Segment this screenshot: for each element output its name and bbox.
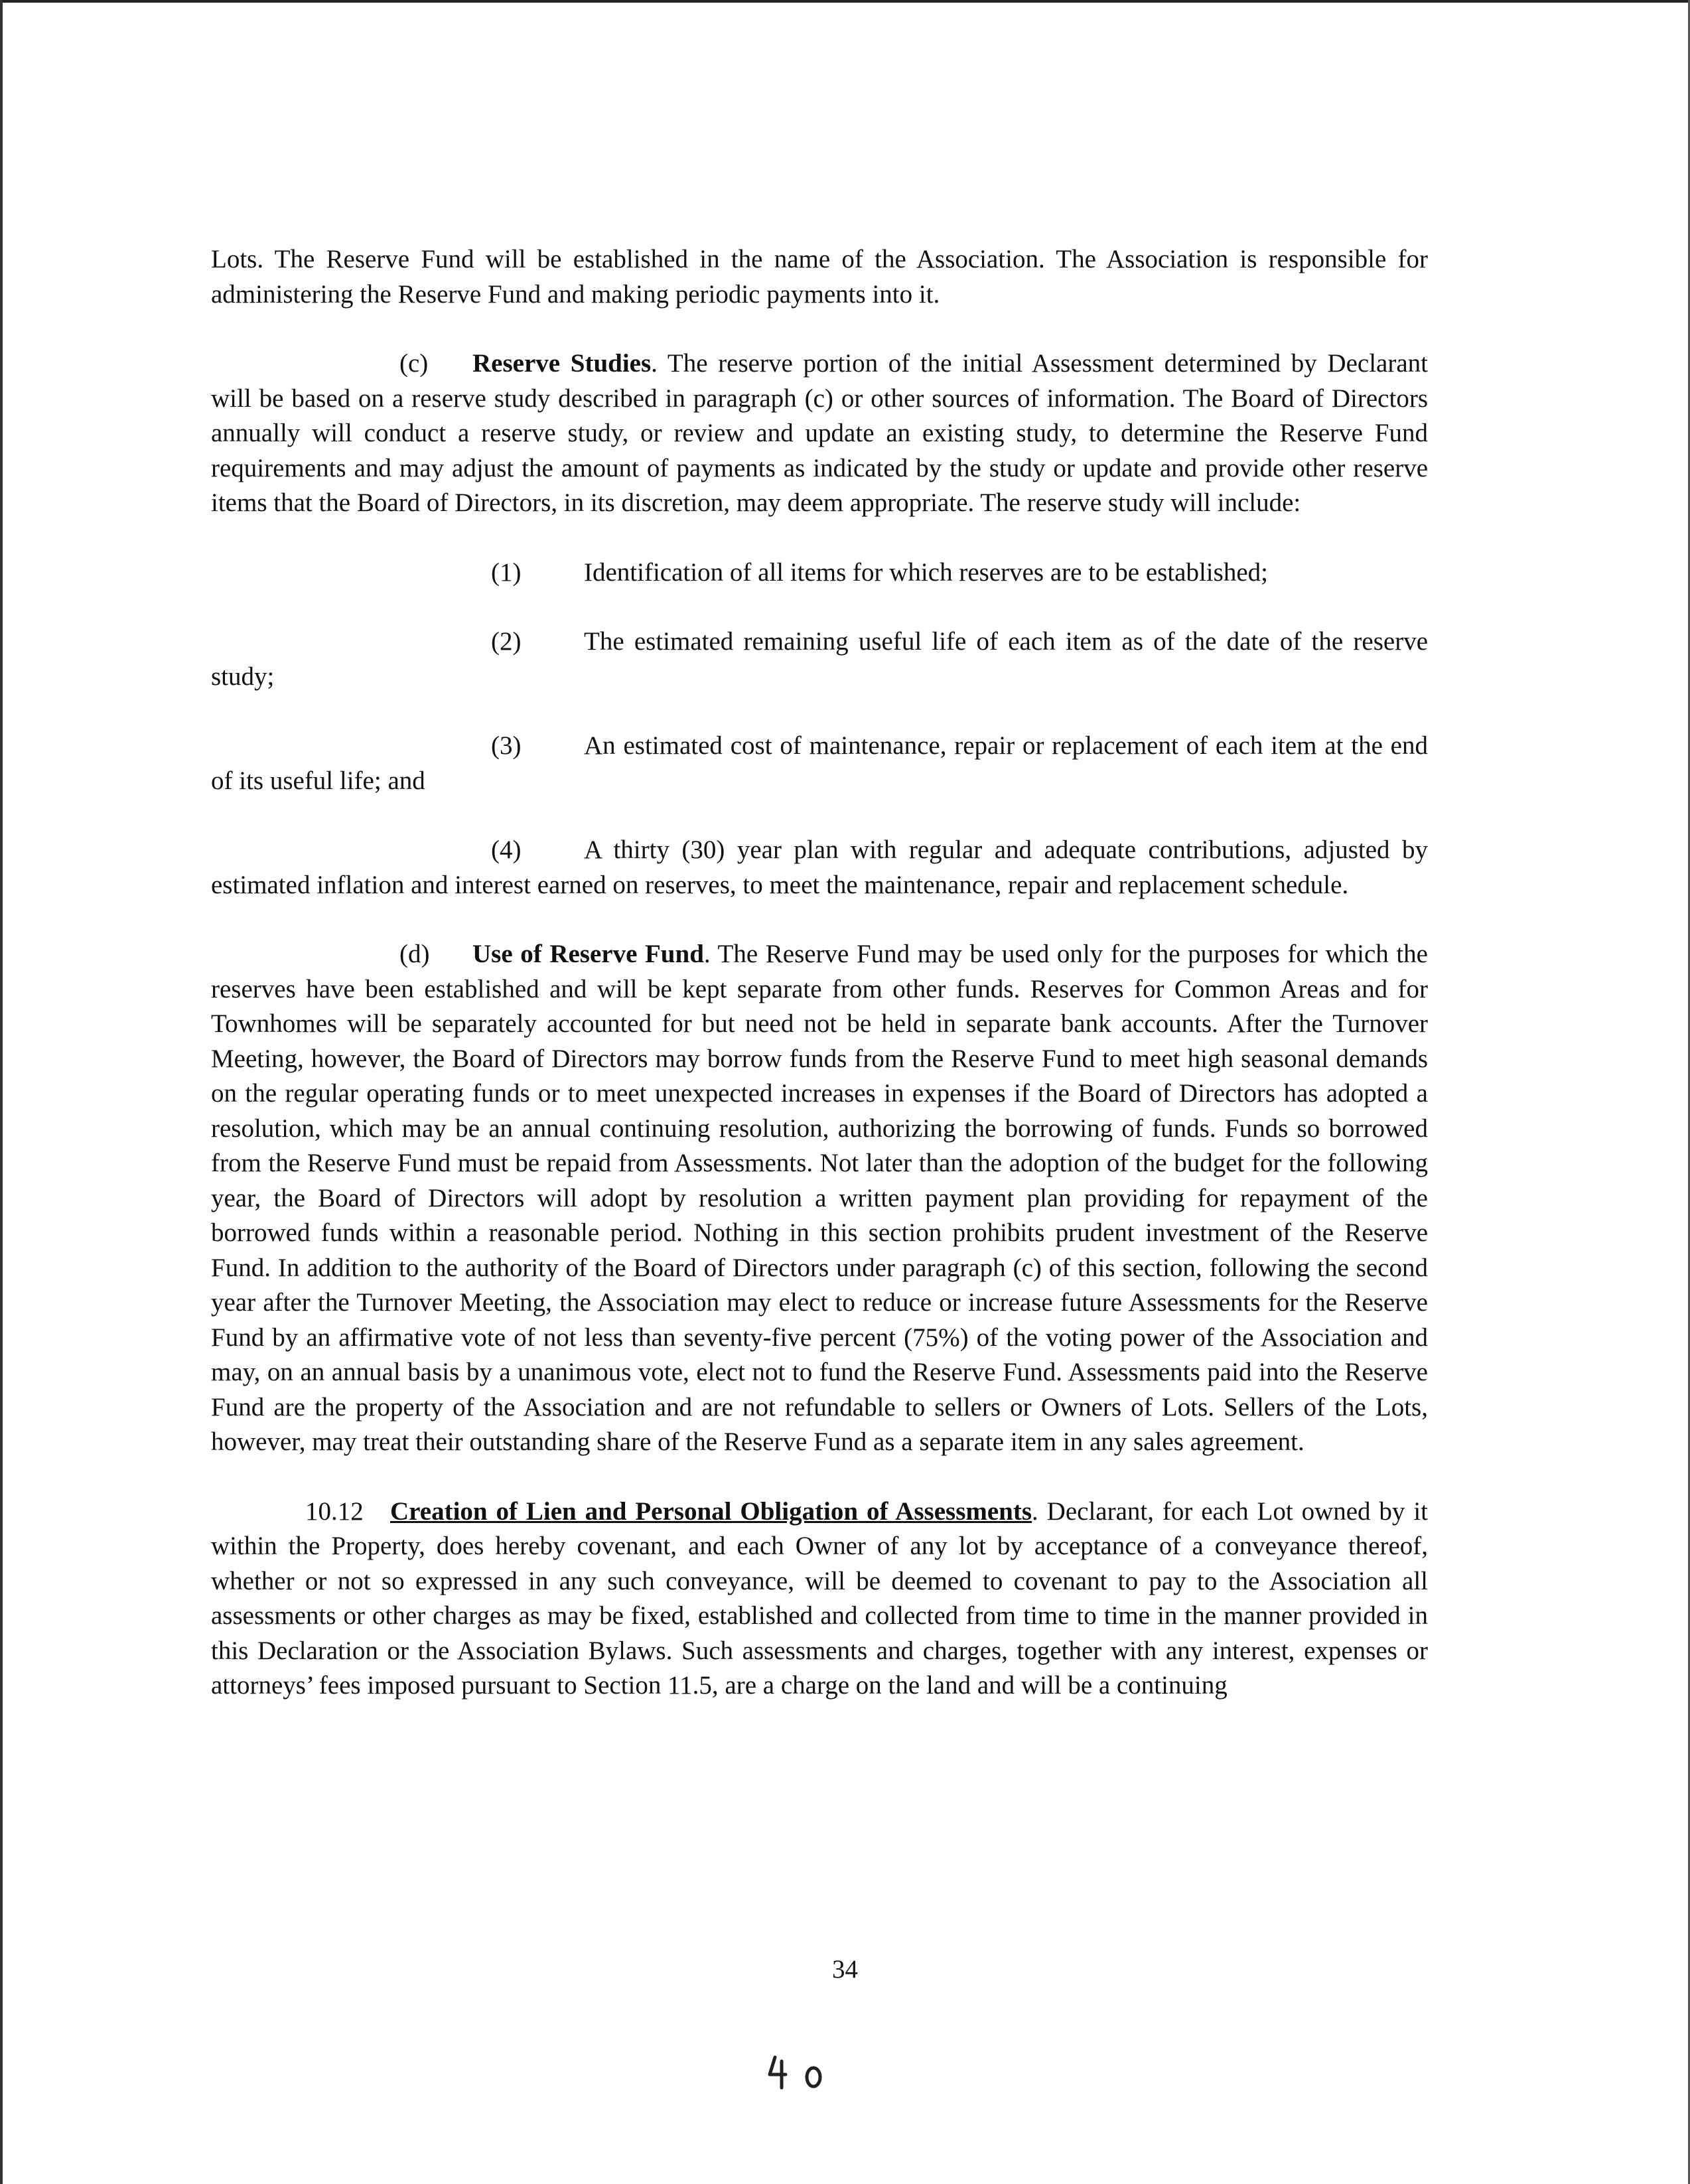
paragraph-lots-continuation: Lots. The Reserve Fund will be established in the name of the Association. The Association is responsible for administering the Reserve Fund and making periodic payments into it.	[211, 245, 1428, 309]
text-reserve-studies: . The reserve portion of the initial Assessment determined by Declarant will be based on a reserve study described in paragraph (c) or other sources of information. The Board of Directors annually will conduct a reserve study, or review and update an existing study, to determine the Reserve Fund requirements and may adjust the amount of payments as indicated by the study or update and provide other reserve items that the Board of Directors, in its discretion, may deem appropriate. The reserve study will include:	[211, 349, 1428, 517]
label-d: (d)	[399, 940, 430, 968]
text-item-2: The estimated remaining useful life of each item as of the date of the reserve study;	[211, 627, 1428, 691]
paragraph-use-of-reserve-fund	[211, 937, 1428, 1460]
list-item-1	[211, 555, 1428, 591]
text-item-3: An estimated cost of maintenance, repair or replacement of each item at the end of its useful life; and	[211, 731, 1428, 795]
list-item-2	[211, 624, 1428, 694]
list-item-3	[211, 729, 1428, 798]
text-section-10-12: . Declarant, for each Lot owned by it within the Property, does hereby covenant, and each Owner of any lot by acceptance of a conveyance thereof, whether or not so expressed in any such conveyance, will be deemed to covenant to pay to the Association all assessments or other charges as may be fixed, established and collected from time to time in the manner provided in this Declaration or the Association Bylaws. Such assessments and charges, together with any interest, expenses or attorneys’ fees imposed pursuant to Section 11.5, are a charge on the land and will be a continuing	[211, 1496, 1428, 1700]
heading-creation-of-lien: Creation of Lien and Personal Obligation of Assessments	[390, 1496, 1032, 1526]
list-item-4	[211, 833, 1428, 903]
page-number: 34	[832, 1955, 858, 1984]
paragraph-reserve-studies	[211, 346, 1428, 521]
section-number-10-12: 10.12	[305, 1496, 364, 1526]
text-use-of-reserve-fund: . The Reserve Fund may be used only for the purposes for which the reserves have been established and will be kept separate from other funds. Reserves for Common Areas and for Townhomes will be separately accounted for but need not be held in separate bank accounts. After the Turnover Meeting, however, the Board of Directors may borrow funds from the Reserve Fund to meet high seasonal demands on the regular operating funds or to meet unexpected increases in expenses if the Board of Directors has adopted a resolution, which may be an annual continuing resolution, authorizing the borrowing of funds. Funds so borrowed from the Reserve Fund must be repaid from Assessments. Not later than the adoption of the budget for the following year, the Board of Directors will adopt by resolution a written payment plan providing for repayment of the borrowed funds within a reasonable period. Nothing in this section prohibits prudent investment of the Reserve Fund. In addition to the authority of the Board of Directors under paragraph (c) of this section, following the second year after the Turnover Meeting, the Association may elect to reduce or increase future Assessments for the Reserve Fund by an affirmative vote of not less than seventy-five percent (75%) of the voting power of the Association and may, on an annual basis by a unanimous vote, elect not to fund the Reserve Fund. Assessments paid into the Reserve Fund are the property of the Association and are not refundable to sellers or Owners of Lots. Sellers of the Lots, however, may treat their outstanding share of the Reserve Fund as a separate item in any sales agreement.	[211, 940, 1428, 1456]
heading-reserve-studies: Reserve Studies	[472, 349, 652, 378]
label-item-3: (3)	[491, 731, 522, 760]
label-item-2: (2)	[491, 627, 522, 656]
heading-use-of-reserve-fund: Use of Reserve Fund	[472, 940, 704, 968]
paragraph-section-10-12	[211, 1494, 1428, 1704]
text-item-4: A thirty (30) year plan with regular and adequate contributions, adjusted by estimated inflation and interest earned on reserves, to meet the maintenance, repair and replacement schedule.	[211, 836, 1428, 899]
scan-edge-left	[0, 0, 3, 2184]
label-item-4: (4)	[491, 836, 522, 864]
label-item-1: (1)	[491, 557, 522, 587]
label-c: (c)	[399, 349, 429, 378]
scan-edge-top	[0, 0, 1690, 3]
page-body	[211, 242, 1428, 1704]
handwritten-page-number	[763, 2051, 843, 2090]
text-item-1: Identification of all items for which reserves are to be established;	[584, 557, 1268, 587]
